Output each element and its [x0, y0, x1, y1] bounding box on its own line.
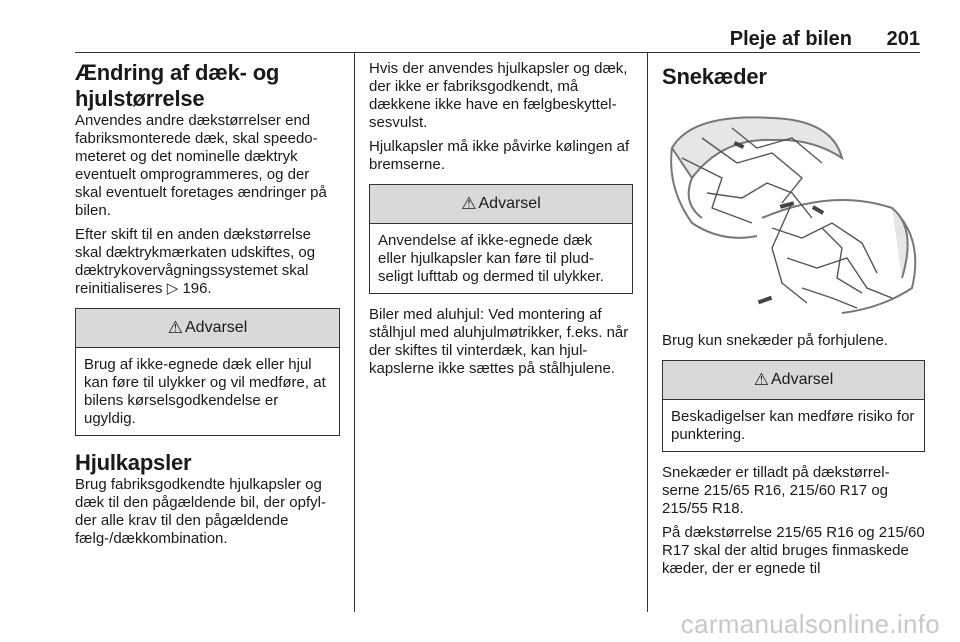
- warning-box: [369, 184, 633, 294]
- warning-text: Beskadigelser kan medføre risiko for punktering.: [671, 408, 915, 443]
- column-divider-2: [647, 52, 648, 612]
- warning-header: ⚠ Advarsel: [370, 185, 632, 224]
- warning-triangle-icon: ⚠: [753, 370, 769, 389]
- paragraph: Anvendes andre dækstørrelser end fabriksmonterede dæk, skal speedo-meteret og det nominelle dæktryk eventuelt omprogrammeres, og der skal eventuelt foretages ændringer på bilen.: [75, 112, 327, 219]
- paragraph: Snekæder er tilladt på dækstørrel-serne 215/65 R16, 215/60 R17 og 215/55 R18.: [662, 464, 890, 517]
- warning-box: [75, 308, 340, 436]
- paragraph: Brug kun snekæder på forhjulene.: [662, 332, 888, 349]
- warning-header: ⚠ Advarsel: [76, 309, 339, 348]
- paragraph: Efter skift til en anden dækstørrelse skal dæktrykmærkaten udskiftes, og dæktrykovervågningssystemet skal reinitialiseres ▷ 196.: [75, 226, 316, 297]
- heading-snow-chains: Snekæder: [662, 64, 767, 89]
- page-reference[interactable]: 196.: [182, 280, 212, 297]
- arrow-reference-icon: ▷: [166, 280, 179, 297]
- warning-header: ⚠ Advarsel: [663, 361, 924, 400]
- header-divider: [75, 52, 920, 53]
- page-number: 201: [886, 28, 920, 50]
- column-1: [75, 60, 340, 554]
- warning-triangle-icon: ⚠: [167, 318, 183, 337]
- heading-tire-size: Ændring af dæk- og hjulstørrelse: [75, 60, 280, 111]
- snow-chains-illustration: [662, 108, 925, 320]
- paragraph: Biler med aluhjul: Ved montering af stålhjul med aluhjulmøtrikker, f.eks. når der skiftes til vinterdæk, kan hjul-kapslerne ikke sættes på stålhjulene.: [369, 306, 629, 377]
- column-2: [369, 60, 633, 384]
- warning-text: Anvendelse af ikke-egnede dæk eller hjulkapsler kan føre til plud-seligt lufttab og dermed til ulykker.: [378, 232, 604, 285]
- warning-triangle-icon: ⚠: [461, 194, 477, 213]
- paragraph: Brug fabriksgodkendte hjulkapsler og dæk til den pågældende bil, der opfyl-der alle krav til den pågældende fælg-/dækkombination.: [75, 476, 326, 547]
- paragraph: Hvis der anvendes hjulkapsler og dæk, der ikke er fabriksgodkendt, må dækkene ikke have en fælgbeskyttel-sesvulst.: [369, 60, 628, 131]
- paragraph: Hjulkapsler må ikke påvirke kølingen af bremserne.: [369, 138, 630, 173]
- heading-hubcaps: Hjulkapsler: [75, 450, 192, 475]
- page-header: [75, 28, 920, 52]
- paragraph: På dækstørrelse 215/65 R16 og 215/60 R17 skal der altid bruges finmaskede kæder, der er egnede til: [662, 524, 925, 577]
- column-divider-1: [354, 52, 355, 612]
- warning-box: [662, 360, 925, 452]
- column-3: [662, 60, 925, 584]
- warning-text: Brug af ikke-egnede dæk eller hjul kan føre til ulykker og vil medføre, at bilens kørselsgodkendelse er ugyldig.: [84, 356, 326, 427]
- watermark: carmanualsonline.info: [680, 609, 940, 639]
- section-title: Pleje af bilen: [729, 28, 852, 50]
